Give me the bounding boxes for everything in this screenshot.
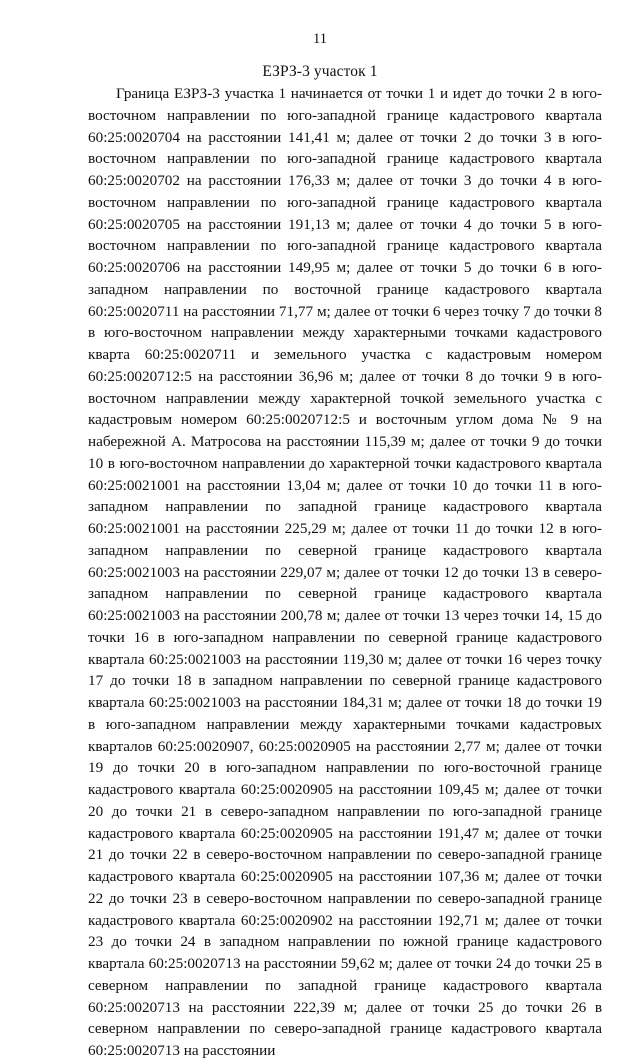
boundary-description-paragraph: Граница ЕЗРЗ-3 участка 1 начинается от точки 1 и идет до точки 2 в юго-восточном направлении по юго-западной границе кадастрового квартала 60:25:0020704 на расстоянии 141,41 м; далее от точки 2 до точки 3 в юго-восточном направлении по юго-западной границе кадастрового квартала 60:25:0020702 на расстоянии 176,33 м; далее от точки 3 до точки 4 в юго-восточном направлении по юго-западной границе кадастрового квартала 60:25:0020705 на расстоянии 191,13 м; далее от точки 4 до точки 5 в юго-восточном направлении по юго-западной границе кадастрового квартала 60:25:0020706 на расстоянии 149,95 м; далее от точки 5 до точки 6 в юго-западном направлении по восточной границе кадастрового квартала 60:25:0020711 на расстоянии 71,77 м; далее от точки 6 через точку 7 до точки 8 в юго-восточном направлении между характерными точками кадастрового кварта 60:25:0020711 и земельного участка с кадастровым номером 60:25:0020712:5 на расстоянии 36,96 м; далее от точки 8 до точки 9 в юго-восточном направлении между характерной точкой земельного участка с кадастровым номером 60:25:0020712:5 и восточным углом дома № 9 на набережной А. Матросова на расстоянии 115,39 м; далее от точки 9 до точки 10 в юго-восточном направлении до характерной точки кадастрового квартала 60:25:0021001 на расстоянии 13,04 м; далее от точки 10 до точки 11 в юго-западном направлении по западной границе кадастрового квартала 60:25:0021001 на расстоянии 225,29 м; далее от точки 11 до точки 12 в юго-западном направлении по северной границе кадастрового квартала 60:25:0021003 на расстоянии 229,07 м; далее от точки 12 до точки 13 в северо-западном направлении по северной границе кадастрового квартала 60:25:0021003 на расстоянии 200,78 м; далее от точки 13 через точки 14, 15 до точки 16 в юго-западном направлении по северной границе кадастрового квартала 60:25:0021003 на расстоянии 119,30 м; далее от точки 16 через точку 17 до точки 18 в западном направлении по северной границе кадастрового квартала 60:25:0021003 на расстоянии 184,31 м; далее от точки 18 до точки 19 в юго-западном направлении между характерными точками кадастровых кварталов 60:25:0020907, 60:25:0020905 на расстоянии 2,77 м; далее от точки 19 до точки 20 в юго-западном направлении по юго-восточной границе кадастрового квартала 60:25:0020905 на расстоянии 109,45 м; далее от точки 20 до точки 21 в северо-западном направлении по юго-западной границе кадастрового квартала 60:25:0020905 на расстоянии 191,47 м; далее от точки 21 до точки 22 в северо-восточном направлении по северо-западной границе кадастрового квартала 60:25:0020905 на расстоянии 107,36 м; далее от точки 22 до точки 23 в северо-восточном направлении по северо-западной границе кадастрового квартала 60:25:0020902 на расстоянии 192,71 м; далее от точки 23 до точки 24 в западном направлении по южной границе кадастрового квартала 60:25:0020713 на расстоянии 59,62 м; далее от точки 24 до точки 25 в северном направлении по западной границе кадастрового квартала 60:25:0020713 на расстоянии 222,39 м; далее от точки 25 до точки 26 в северном направлении по северо-западной границе кадастрового квартала 60:25:0020713 на расстоянии (88, 85, 602, 1059)
page-number: 11 (313, 31, 327, 47)
section-title: ЕЗРЗ-3 участок 1 (262, 63, 378, 80)
